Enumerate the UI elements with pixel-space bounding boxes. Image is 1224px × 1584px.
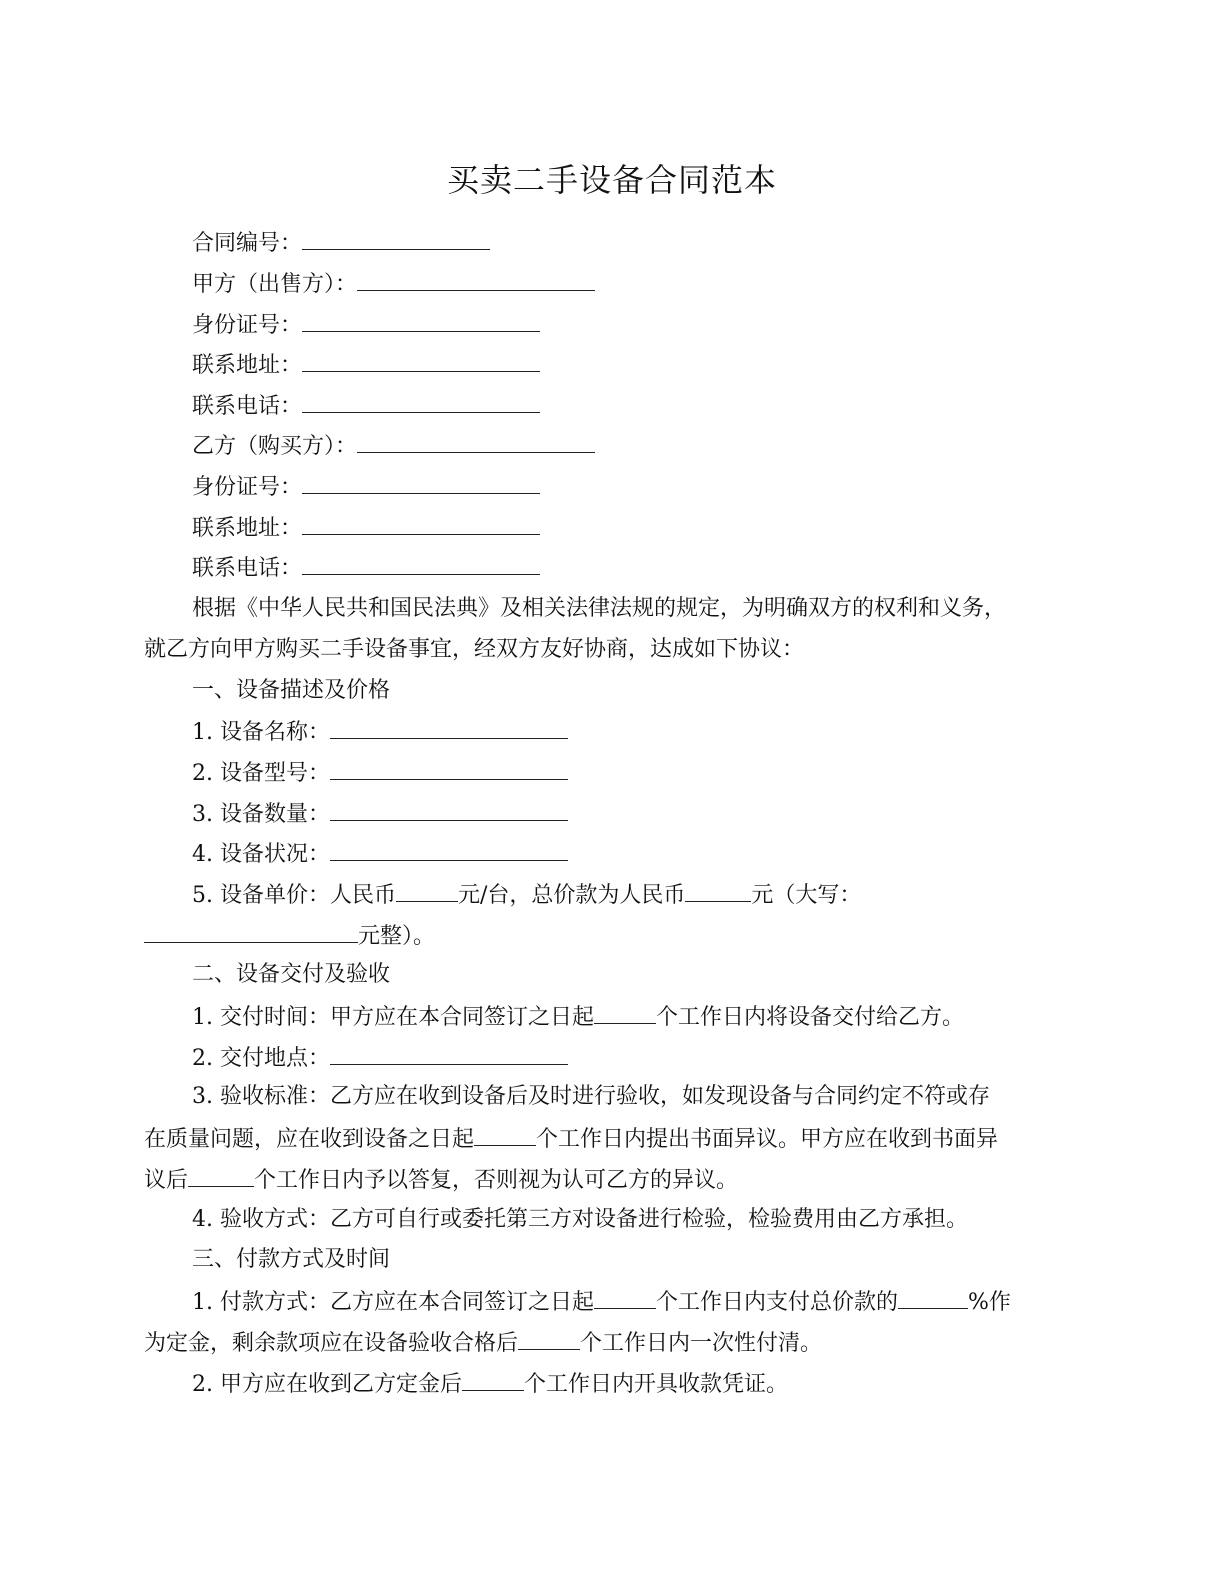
fill-blank[interactable]: [685, 879, 751, 902]
field-party-b: [192, 430, 595, 462]
fill-blank[interactable]: [302, 390, 540, 413]
section-2-item-1: [192, 1001, 964, 1033]
item-text: %作: [968, 1290, 1011, 1315]
field-label: 身份证号：: [192, 313, 303, 338]
fill-blank[interactable]: [518, 1327, 580, 1350]
section-2-item-2: [192, 1042, 568, 1074]
fill-blank[interactable]: [302, 349, 540, 372]
fill-blank[interactable]: [357, 430, 595, 453]
fill-blank[interactable]: [302, 227, 490, 250]
fill-blank[interactable]: [330, 1042, 568, 1065]
section-1-item-5: [192, 879, 861, 911]
item-text: 1. 交付时间：甲方应在本合同签订之日起: [192, 1005, 594, 1030]
fill-blank[interactable]: [594, 1286, 656, 1309]
item-text: 元整）。: [358, 924, 436, 949]
section-1-item-2: [192, 757, 568, 789]
fill-blank[interactable]: [302, 552, 540, 575]
field-label: 联系电话：: [192, 556, 303, 581]
fill-blank[interactable]: [330, 798, 568, 821]
section-3-heading: 三、付款方式及时间: [192, 1247, 391, 1272]
section-2-item-3-cont-1: [144, 1123, 998, 1155]
fill-blank[interactable]: [594, 1001, 656, 1024]
fill-blank[interactable]: [188, 1164, 254, 1187]
section-3-item-1-cont: [144, 1327, 822, 1359]
item-text: 个工作日内一次性付清。: [580, 1331, 823, 1356]
item-text: 2. 交付地点：: [192, 1046, 330, 1071]
field-label: 乙方（购买方）：: [192, 434, 358, 459]
fill-blank[interactable]: [302, 512, 540, 535]
item-text: 议后: [144, 1168, 189, 1193]
field-party-a-id: [192, 309, 540, 341]
item-text: 5. 设备单价：人民币: [192, 883, 396, 908]
item-text: 1. 付款方式：乙方应在本合同签订之日起: [192, 1290, 594, 1315]
item-text: 个工作日内提出书面异议。甲方应在收到书面异: [536, 1127, 999, 1152]
field-label: 联系电话：: [192, 394, 303, 419]
field-party-a-address: [192, 349, 540, 381]
field-party-b-phone: [192, 552, 540, 584]
field-contract-number: [192, 227, 490, 259]
item-text: 个工作日内支付总价款的: [656, 1290, 899, 1315]
field-label: 联系地址：: [192, 516, 303, 541]
item-text: 元/台，总价款为人民币: [457, 883, 686, 908]
fill-blank[interactable]: [474, 1123, 536, 1146]
section-3-item-2: [192, 1368, 788, 1400]
document-title: 买卖二手设备合同范本: [446, 161, 777, 199]
field-label: 合同编号：: [192, 231, 303, 256]
item-text: 3. 设备数量：: [192, 802, 330, 827]
fill-blank[interactable]: [462, 1368, 524, 1391]
item-text: 在质量问题，应在收到设备之日起: [144, 1127, 475, 1152]
section-1-item-3: [192, 798, 568, 830]
item-text: 2. 设备型号：: [192, 761, 330, 786]
field-label: 联系地址：: [192, 353, 303, 378]
item-text: 元（大写：: [751, 883, 862, 908]
field-label: 甲方（出售方）：: [192, 272, 358, 297]
section-2-item-3-cont-2: [144, 1164, 738, 1196]
fill-blank[interactable]: [396, 879, 458, 902]
section-1-item-1: [192, 716, 568, 748]
field-party-b-id: [192, 471, 540, 503]
item-text: 个工作日内予以答复，否则视为认可乙方的异议。: [254, 1168, 739, 1193]
fill-blank[interactable]: [330, 757, 568, 780]
item-text: 个工作日内将设备交付给乙方。: [656, 1005, 965, 1030]
item-text: 个工作日内开具收款凭证。: [523, 1372, 788, 1397]
section-1-item-4: [192, 838, 568, 870]
section-1-item-5-cont: [144, 920, 435, 952]
item-text: 为定金，剩余款项应在设备验收合格后: [144, 1331, 519, 1356]
section-2-item-3: 3. 验收标准：乙方应在收到设备后及时进行验收，如发现设备与合同约定不符或存: [192, 1084, 990, 1109]
fill-blank[interactable]: [330, 716, 568, 739]
item-text: 2. 甲方应在收到乙方定金后: [192, 1372, 462, 1397]
field-party-a: [192, 268, 595, 300]
preamble-line-1: 根据《中华人民共和国民法典》及相关法律法规的规定，为明确双方的权利和义务，: [192, 596, 1007, 621]
fill-blank[interactable]: [330, 838, 568, 861]
field-label: 身份证号：: [192, 475, 303, 500]
field-party-a-phone: [192, 390, 540, 422]
fill-blank[interactable]: [144, 920, 358, 943]
item-text: 4. 设备状况：: [192, 842, 330, 867]
item-text: 1. 设备名称：: [192, 720, 330, 745]
section-3-item-1: [192, 1286, 1011, 1318]
preamble-line-2: 就乙方向甲方购买二手设备事宜，经双方友好协商，达成如下协议：: [144, 637, 805, 662]
fill-blank[interactable]: [302, 309, 540, 332]
fill-blank[interactable]: [357, 268, 595, 291]
fill-blank[interactable]: [898, 1286, 968, 1309]
section-2-item-4: 4. 验收方式：乙方可自行或委托第三方对设备进行检验，检验费用由乙方承担。: [192, 1207, 968, 1232]
section-1-heading: 一、设备描述及价格: [192, 678, 391, 703]
fill-blank[interactable]: [302, 471, 540, 494]
field-party-b-address: [192, 512, 540, 544]
section-2-heading: 二、设备交付及验收: [192, 962, 391, 987]
